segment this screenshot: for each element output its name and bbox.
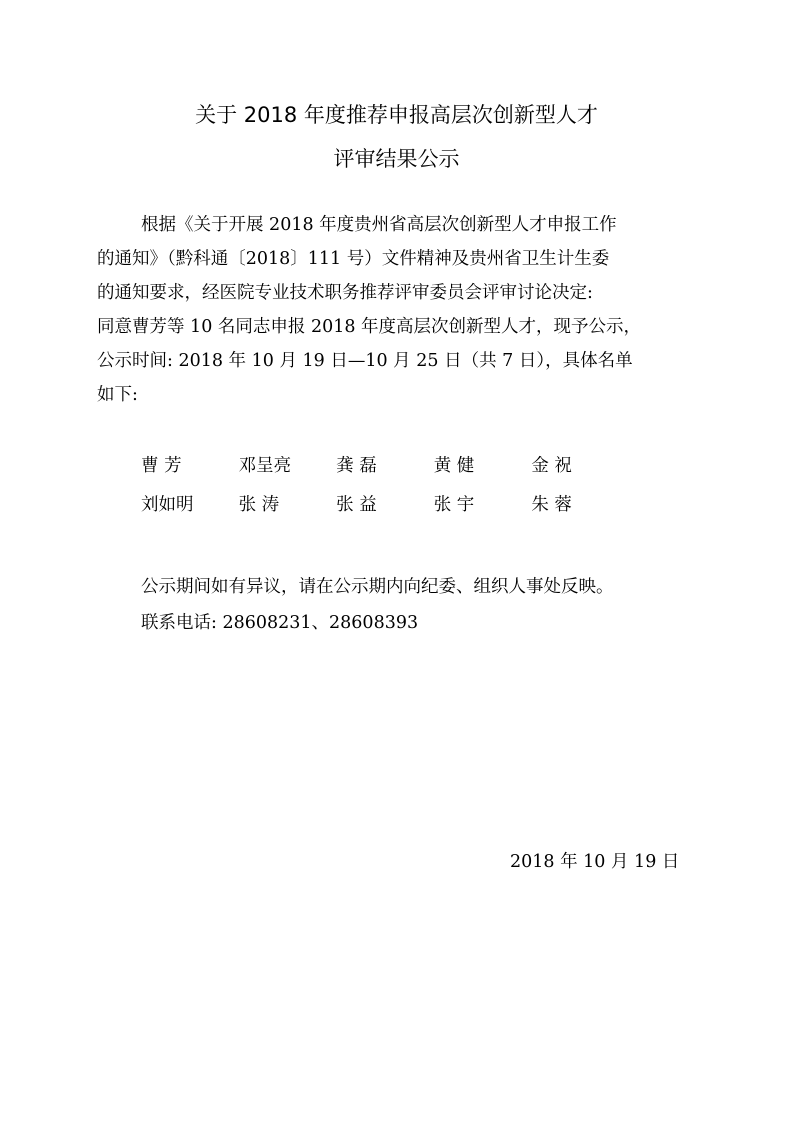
document-title-line-1: 关于 2018 年度推荐申报高层次创新型人才 <box>195 103 598 127</box>
candidate-name-list <box>141 448 623 526</box>
paragraph-line: 公示时间: 2018 年 10 月 19 日—10 月 25 日（共 7 日），具体名单 <box>97 351 633 371</box>
candidate-name: 龚 磊 <box>336 456 377 476</box>
paragraph-line: 根据《关于开展 2018 年度贵州省高层次创新型人才申报工作 <box>141 215 617 235</box>
name-row <box>141 487 623 526</box>
candidate-name: 黄 健 <box>433 456 475 476</box>
paragraph-line: 的通知要求，经医院专业技术职务推荐评审委员会评审讨论决定: <box>97 283 593 303</box>
candidate-name: 张 涛 <box>238 495 280 515</box>
paragraph-line: 如下: <box>97 385 138 405</box>
name-row <box>141 448 623 487</box>
candidate-name: 金 祝 <box>531 456 572 476</box>
contact-phone: 联系电话: 28608231、28608393 <box>141 613 419 633</box>
paragraph-line: 同意曹芳等 10 名同志申报 2018 年度高层次创新型人才，现予公示， <box>97 317 642 337</box>
candidate-name: 朱 蓉 <box>531 495 572 515</box>
candidate-name: 邓呈亮 <box>238 456 292 476</box>
main-paragraph <box>97 208 697 412</box>
candidate-name: 张 宇 <box>433 495 475 515</box>
objection-note: 公示期间如有异议，请在公示期内向纪委、组织人事处反映。 <box>141 577 614 597</box>
document-date: 2018 年 10 月 19 日 <box>510 852 680 872</box>
candidate-name: 刘如明 <box>141 495 194 515</box>
candidate-name: 曹 芳 <box>141 456 182 476</box>
paragraph-line: 的通知》（黔科通〔2018〕111 号）文件精神及贵州省卫生计生委 <box>97 249 610 269</box>
candidate-name: 张 益 <box>336 495 377 515</box>
document-title-line-2: 评审结果公示 <box>333 147 460 171</box>
